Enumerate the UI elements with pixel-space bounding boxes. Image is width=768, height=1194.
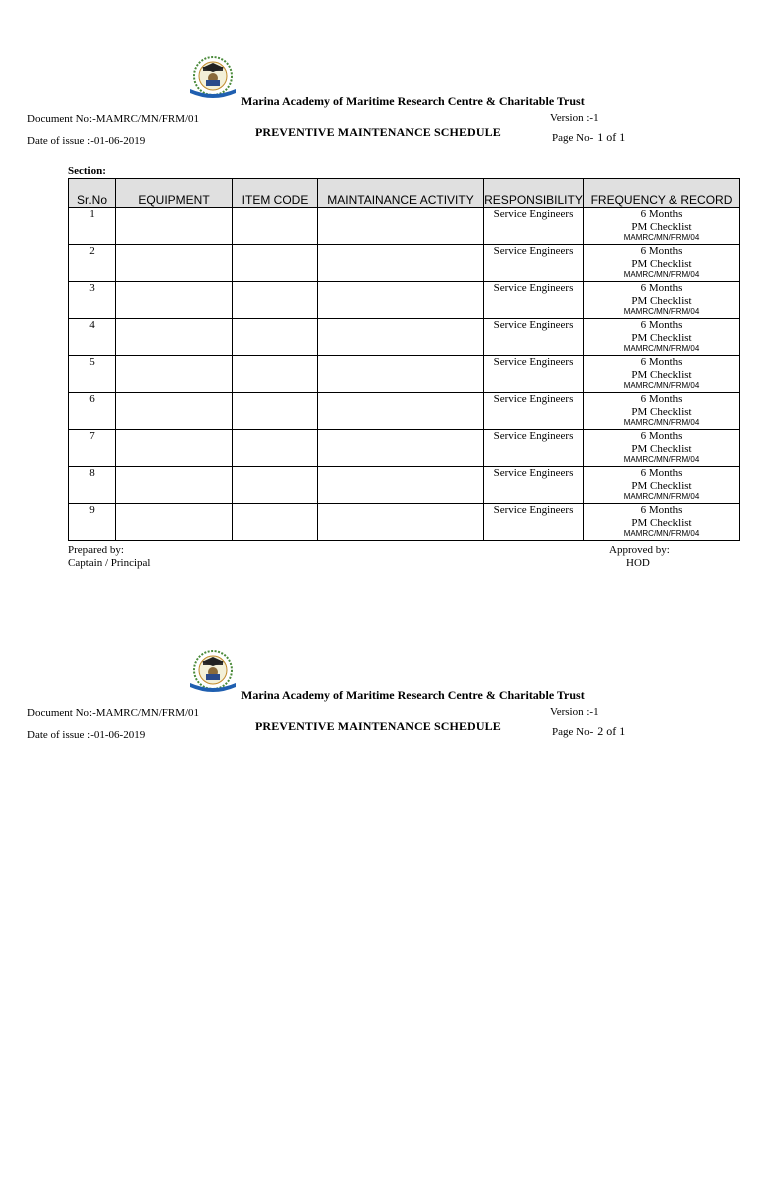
cell-srno: 3 <box>69 282 116 319</box>
cell-srno: 1 <box>69 208 116 245</box>
column-header-item-code: ITEM CODE <box>233 179 318 208</box>
academy-logo <box>186 55 240 101</box>
cell-frequency <box>584 393 740 430</box>
organization-name: Marina Academy of Maritime Research Centre & Charitable Trust <box>241 688 585 702</box>
frequency-form-code: MAMRC/MN/FRM/04 <box>623 529 700 538</box>
table-row <box>69 245 740 282</box>
frequency-period: 6 Months <box>640 393 683 405</box>
cell-frequency <box>584 319 740 356</box>
cell-equipment <box>116 319 233 356</box>
table-row <box>69 282 740 319</box>
cell-srno: 9 <box>69 504 116 541</box>
frequency-record: PM Checklist <box>631 479 692 492</box>
cell-srno: 6 <box>69 393 116 430</box>
document-number: Document No:-MAMRC/MN/FRM/01 <box>27 113 200 125</box>
frequency-record: PM Checklist <box>631 220 692 233</box>
prepared-by-name: Captain / Principal <box>68 557 151 569</box>
frequency-period: 6 Months <box>640 245 683 257</box>
cell-equipment <box>116 245 233 282</box>
maintenance-schedule-table <box>68 178 740 541</box>
document-number: Document No:-MAMRC/MN/FRM/01 <box>27 707 200 719</box>
prepared-by-label: Prepared by: <box>68 544 124 556</box>
column-header-maintenance-activity: MAINTAINANCE ACTIVITY <box>318 179 484 208</box>
cell-equipment <box>116 504 233 541</box>
frequency-record: PM Checklist <box>631 331 692 344</box>
cell-srno: 7 <box>69 430 116 467</box>
version: Version :-1 <box>550 112 599 124</box>
page-number <box>552 724 625 739</box>
frequency-record: PM Checklist <box>631 405 692 418</box>
frequency-period: 6 Months <box>640 319 683 331</box>
cell-item-code <box>233 356 318 393</box>
cell-item-code <box>233 504 318 541</box>
cell-item-code <box>233 208 318 245</box>
cell-srno: 2 <box>69 245 116 282</box>
document-title: PREVENTIVE MAINTENANCE SCHEDULE <box>255 719 501 733</box>
approved-by-label: Approved by: <box>609 544 670 556</box>
page-number-label: Page No- <box>552 132 594 144</box>
document-title: PREVENTIVE MAINTENANCE SCHEDULE <box>255 125 501 139</box>
cell-frequency <box>584 245 740 282</box>
cell-maintenance-activity <box>318 504 484 541</box>
table-header-row <box>69 179 740 208</box>
cell-equipment <box>116 208 233 245</box>
cell-item-code <box>233 430 318 467</box>
column-header-equipment: EQUIPMENT <box>116 179 233 208</box>
frequency-record: PM Checklist <box>631 442 692 455</box>
column-header-srno: Sr.No <box>69 179 116 208</box>
frequency-period: 6 Months <box>640 282 683 294</box>
frequency-form-code: MAMRC/MN/FRM/04 <box>623 418 700 427</box>
cell-frequency <box>584 504 740 541</box>
approved-by-name: HOD <box>626 557 650 569</box>
page-2 <box>0 594 768 1194</box>
cell-responsibility: Service Engineers <box>484 467 584 504</box>
cell-maintenance-activity <box>318 208 484 245</box>
frequency-form-code: MAMRC/MN/FRM/04 <box>623 344 700 353</box>
cell-equipment <box>116 430 233 467</box>
cell-frequency <box>584 467 740 504</box>
cell-frequency <box>584 356 740 393</box>
table-row <box>69 319 740 356</box>
frequency-record: PM Checklist <box>631 294 692 307</box>
page-number-value: 1 of 1 <box>597 130 626 144</box>
page-number <box>552 130 625 145</box>
table-row <box>69 430 740 467</box>
cell-frequency <box>584 282 740 319</box>
cell-maintenance-activity <box>318 430 484 467</box>
frequency-record: PM Checklist <box>631 368 692 381</box>
table-row <box>69 208 740 245</box>
section-label: Section: <box>68 165 106 177</box>
cell-maintenance-activity <box>318 467 484 504</box>
frequency-form-code: MAMRC/MN/FRM/04 <box>623 492 700 501</box>
table-row <box>69 393 740 430</box>
cell-equipment <box>116 467 233 504</box>
cell-maintenance-activity <box>318 319 484 356</box>
cell-responsibility: Service Engineers <box>484 393 584 430</box>
cell-maintenance-activity <box>318 393 484 430</box>
cell-equipment <box>116 356 233 393</box>
frequency-record: PM Checklist <box>631 257 692 270</box>
prepared-by <box>68 544 150 570</box>
organization-name: Marina Academy of Maritime Research Centre & Charitable Trust <box>241 94 585 108</box>
cell-responsibility: Service Engineers <box>484 319 584 356</box>
cell-item-code <box>233 245 318 282</box>
cell-item-code <box>233 393 318 430</box>
academy-logo <box>186 649 240 695</box>
page-number-value: 2 of 1 <box>597 724 626 738</box>
column-header-responsibility: RESPONSIBILITY <box>484 179 584 208</box>
frequency-period: 6 Months <box>640 430 683 442</box>
cell-responsibility: Service Engineers <box>484 356 584 393</box>
frequency-form-code: MAMRC/MN/FRM/04 <box>623 381 700 390</box>
approved-by <box>609 544 670 570</box>
frequency-form-code: MAMRC/MN/FRM/04 <box>623 270 700 279</box>
frequency-form-code: MAMRC/MN/FRM/04 <box>623 233 700 242</box>
cell-maintenance-activity <box>318 282 484 319</box>
cell-item-code <box>233 319 318 356</box>
cell-maintenance-activity <box>318 356 484 393</box>
version: Version :-1 <box>550 706 599 718</box>
cell-srno: 5 <box>69 356 116 393</box>
frequency-period: 6 Months <box>640 467 683 479</box>
table-row <box>69 467 740 504</box>
cell-responsibility: Service Engineers <box>484 430 584 467</box>
cell-maintenance-activity <box>318 245 484 282</box>
frequency-period: 6 Months <box>640 356 683 368</box>
frequency-period: 6 Months <box>640 208 683 220</box>
table-row <box>69 356 740 393</box>
date-of-issue: Date of issue :-01-06-2019 <box>27 729 146 741</box>
column-header-frequency-record: FREQUENCY & RECORD <box>584 179 740 208</box>
table-row <box>69 504 740 541</box>
cell-responsibility: Service Engineers <box>484 504 584 541</box>
cell-responsibility: Service Engineers <box>484 208 584 245</box>
cell-frequency <box>584 430 740 467</box>
cell-equipment <box>116 393 233 430</box>
cell-responsibility: Service Engineers <box>484 282 584 319</box>
cell-srno: 8 <box>69 467 116 504</box>
frequency-record: PM Checklist <box>631 516 692 529</box>
frequency-form-code: MAMRC/MN/FRM/04 <box>623 455 700 464</box>
frequency-period: 6 Months <box>640 504 683 516</box>
page-number-label: Page No- <box>552 726 594 738</box>
cell-equipment <box>116 282 233 319</box>
cell-responsibility: Service Engineers <box>484 245 584 282</box>
cell-item-code <box>233 467 318 504</box>
cell-frequency <box>584 208 740 245</box>
date-of-issue: Date of issue :-01-06-2019 <box>27 135 146 147</box>
cell-item-code <box>233 282 318 319</box>
frequency-form-code: MAMRC/MN/FRM/04 <box>623 307 700 316</box>
cell-srno: 4 <box>69 319 116 356</box>
